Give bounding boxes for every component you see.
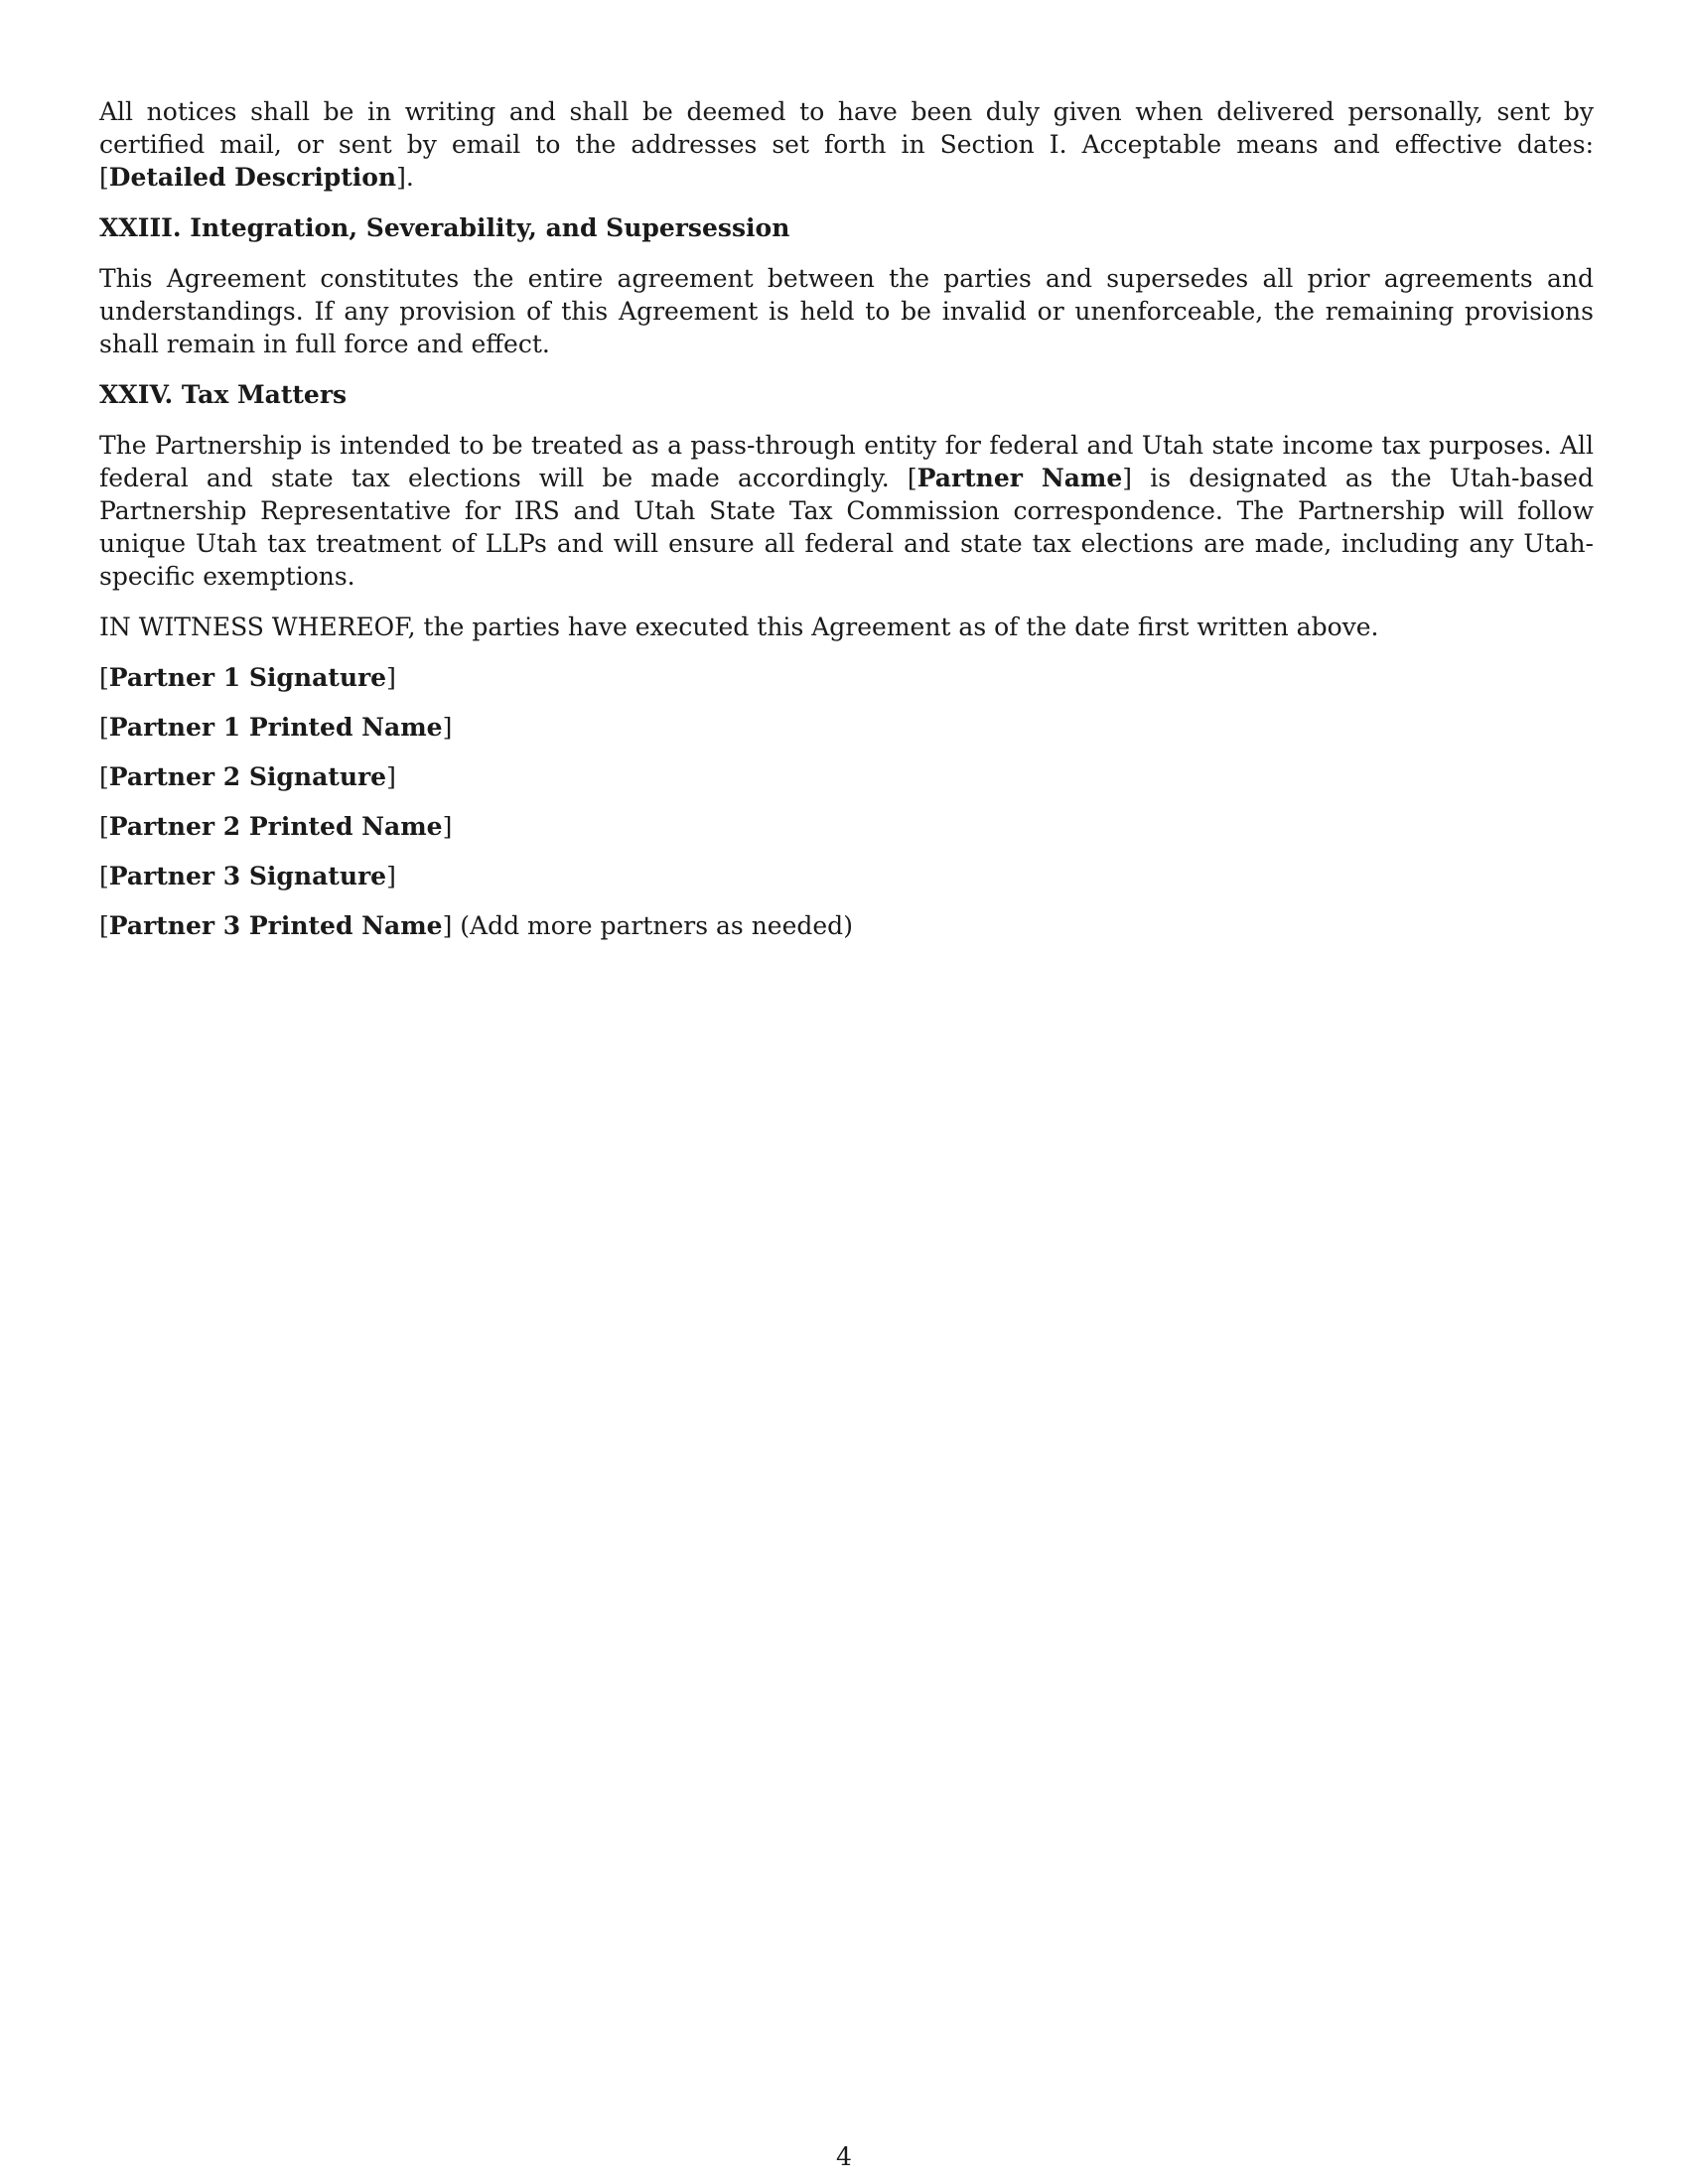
partner-1-signature-line <box>99 661 1594 694</box>
partner-name-placeholder: Partner Name <box>916 464 1123 492</box>
bracket-open: [ <box>99 163 109 192</box>
bracket-open: [ <box>99 812 109 841</box>
partner-1-name-line <box>99 711 1594 744</box>
partner-2-name-line <box>99 810 1594 843</box>
document-page <box>99 95 1594 959</box>
bracket-open: [ <box>99 663 109 692</box>
partner-3-signature-line <box>99 860 1594 892</box>
partner-2-signature-label: Partner 2 Signature <box>108 762 387 791</box>
notices-text: All notices shall be in writing and shall be deemed to have been duly given when delivered personally, sent by certified mail, or sent by email to the addresses set forth in Section I. Acceptable means and effective dates: <box>99 97 1594 159</box>
add-partners-note: (Add more partners as needed) <box>452 911 853 940</box>
bracket-close: ] <box>442 812 453 841</box>
bracket-open: [ <box>99 713 109 742</box>
section-23-body: This Agreement constitutes the entire agreement between the parties and supersedes all prior agreements and understandings. If any provision of this Agreement is held to be invalid or unenforceable, the remaining provisions shall remain in full force and effect. <box>99 264 1594 358</box>
section-23-heading: XXIII. Integration, Severability, and Supersession <box>99 213 790 242</box>
partner-3-name-label: Partner 3 Printed Name <box>108 911 443 940</box>
bracket-open: [ <box>99 911 109 940</box>
section-24-body <box>99 429 1594 593</box>
partner-2-signature-line <box>99 760 1594 793</box>
partner-1-signature-label: Partner 1 Signature <box>108 663 387 692</box>
bracket-close: ] <box>442 911 453 940</box>
tax-text-before: The Partnership is intended to be treated as a pass-through entity for federal and Utah state income tax purposes. All federal and state tax elections will be made accordingly. <box>99 431 1594 492</box>
partner-3-name-line <box>99 909 1594 942</box>
section-24-heading: XXIV. Tax Matters <box>99 380 348 409</box>
bracket-close: ] <box>386 762 396 791</box>
detailed-description-placeholder: Detailed Description <box>108 163 397 192</box>
page-number: 4 <box>836 2142 852 2171</box>
notices-paragraph <box>99 95 1594 194</box>
partner-3-signature-label: Partner 3 Signature <box>108 862 387 890</box>
bracket-close: ]. <box>396 163 414 192</box>
bracket-close: ] <box>386 663 396 692</box>
bracket-close: ] <box>386 862 396 890</box>
bracket-close: ] <box>1122 464 1133 492</box>
bracket-open: [ <box>99 762 109 791</box>
witness-statement: IN WITNESS WHEREOF, the parties have executed this Agreement as of the date first written above. <box>99 613 1379 641</box>
partner-1-name-label: Partner 1 Printed Name <box>108 713 443 742</box>
bracket-close: ] <box>442 713 453 742</box>
partner-2-name-label: Partner 2 Printed Name <box>108 812 443 841</box>
bracket-open: [ <box>99 862 109 890</box>
bracket-open: [ <box>907 464 917 492</box>
tax-text-after: is designated as the Utah-based Partnership Representative for IRS and Utah State Tax Commission correspondence. The Partnership will follow unique Utah tax treatment of LLPs and will ensure all federal and state tax elections are made, including any Utah-specific exemptions. <box>99 464 1594 591</box>
